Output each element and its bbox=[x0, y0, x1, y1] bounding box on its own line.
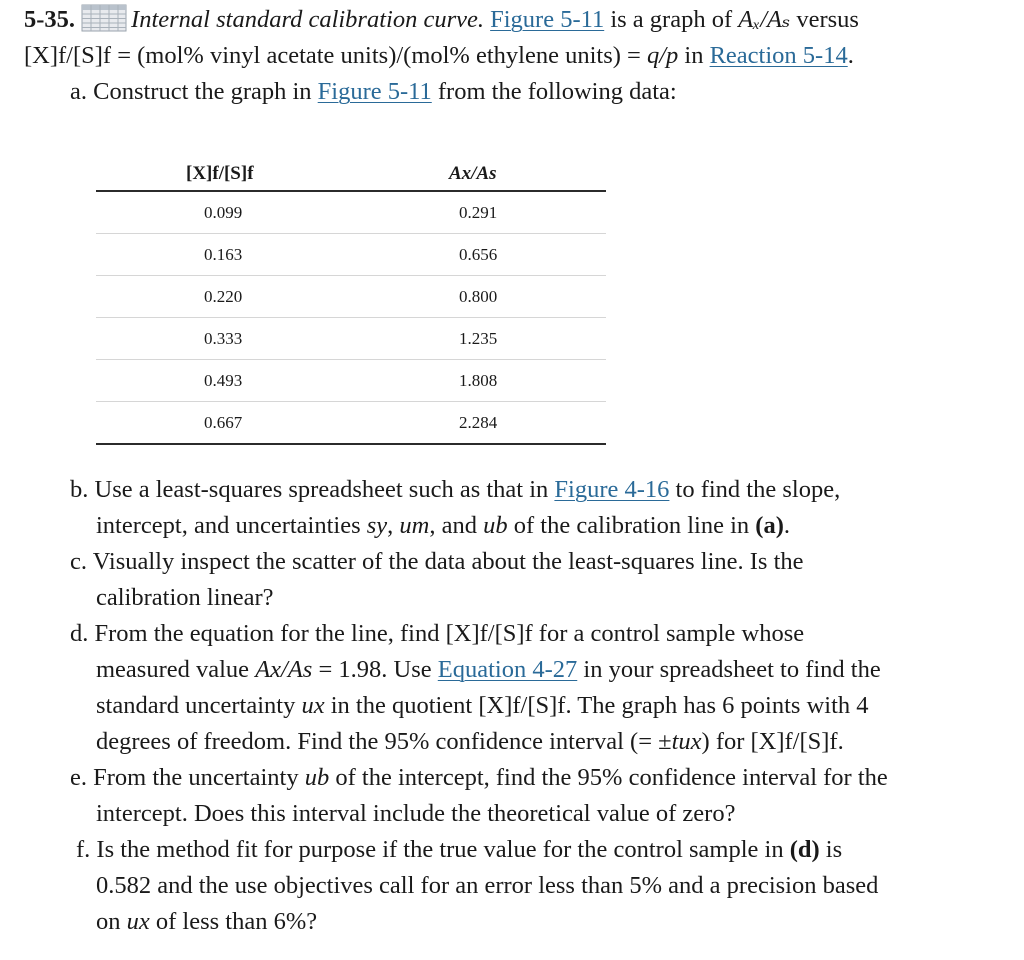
part-c-line-1 bbox=[70, 544, 804, 580]
part-c-line-2 bbox=[96, 580, 274, 616]
part-d-line2-eq: = 1.98. Use bbox=[318, 656, 432, 683]
table-row bbox=[96, 318, 606, 360]
part-f-line1-b: is bbox=[825, 836, 843, 863]
table-row bbox=[96, 276, 606, 318]
sy: sy bbox=[366, 512, 388, 539]
part-f-line3-a: on bbox=[96, 908, 121, 935]
part-d-line1-b: for a control sample whose bbox=[538, 620, 805, 647]
part-d-line3-a: standard uncertainty bbox=[96, 692, 296, 719]
part-d-line-1 bbox=[70, 616, 804, 652]
table-cell-x: 0.163 bbox=[204, 244, 243, 264]
part-c-label: c. bbox=[70, 548, 87, 575]
figure-4-16-link[interactable]: Figure 4-16 bbox=[554, 476, 670, 503]
part-b-text1: Use a least-squares spreadsheet such as that in bbox=[94, 476, 549, 503]
problem-header-line-2 bbox=[24, 38, 854, 74]
table-cell-y: 0.800 bbox=[459, 286, 498, 306]
part-e-line1-a: From the uncertainty bbox=[93, 764, 299, 791]
table-cell-x: 0.667 bbox=[204, 412, 243, 432]
table-header bbox=[96, 158, 606, 192]
part-a-label: a. bbox=[70, 78, 87, 105]
part-b-text2: to find the slope, bbox=[675, 476, 841, 503]
part-a-text-after: from the following data: bbox=[437, 78, 677, 105]
part-a-text: Construct the graph in bbox=[93, 78, 312, 105]
xf-over-sf: [X]f/[S]f bbox=[24, 42, 112, 69]
spreadsheet-icon[interactable] bbox=[81, 4, 127, 32]
table-cell-x: 0.493 bbox=[204, 370, 243, 390]
table-cell-x: 0.220 bbox=[204, 286, 243, 306]
ref-d: (d) bbox=[789, 836, 820, 863]
part-f-line-1 bbox=[76, 832, 842, 868]
part-e-label: e. bbox=[70, 764, 87, 791]
part-b-line2-b: of the calibration line in bbox=[513, 512, 750, 539]
part-c-line2: calibration linear? bbox=[96, 584, 274, 611]
part-d-line1-a: From the equation for the line, find bbox=[94, 620, 440, 647]
period: . bbox=[847, 42, 854, 69]
xf-over-sf: [X]f/[S]f bbox=[750, 728, 838, 755]
col2-header: Ax/As bbox=[449, 163, 497, 184]
q-over-p: q/p bbox=[646, 42, 679, 69]
text-in: in bbox=[684, 42, 704, 69]
data-table bbox=[96, 158, 606, 445]
part-e-line1-b: of the intercept, find the 95% confidence interval for the bbox=[335, 764, 888, 791]
um: um bbox=[399, 512, 430, 539]
figure-5-11-link-a[interactable]: Figure 5-11 bbox=[317, 78, 432, 105]
part-f-label: f. bbox=[76, 836, 91, 863]
part-f-line2: 0.582 and the use objectives call for an error less than 5% and a precision based bbox=[96, 872, 879, 899]
table-row bbox=[96, 360, 606, 402]
problem-number: 5-35. bbox=[24, 6, 76, 33]
ux: ux bbox=[126, 908, 150, 935]
ax-over-as: Aₓ/Aₛ bbox=[738, 6, 791, 33]
period: . bbox=[837, 728, 844, 755]
text-versus: versus bbox=[796, 6, 859, 33]
part-b-line2-a: intercept, and uncertainties bbox=[96, 512, 361, 539]
xf-over-sf: [X]f/[S]f bbox=[478, 692, 566, 719]
table-cell-y: 1.235 bbox=[459, 328, 498, 348]
part-e-line-1 bbox=[70, 760, 888, 796]
part-d-line-2 bbox=[96, 652, 881, 688]
part-b-and: and bbox=[441, 512, 477, 539]
part-a-line bbox=[70, 74, 677, 110]
ref-a: (a) bbox=[755, 512, 784, 539]
part-f-line-2 bbox=[96, 868, 878, 904]
problem-header-line bbox=[24, 2, 859, 38]
equation-4-27-link[interactable]: Equation 4-27 bbox=[437, 656, 578, 683]
part-d-line-4 bbox=[96, 724, 844, 760]
tux: tux bbox=[671, 728, 702, 755]
reaction-5-14-link[interactable]: Reaction 5-14 bbox=[709, 42, 848, 69]
part-d-line3-c: . The graph has 6 points with 4 bbox=[565, 692, 869, 719]
table-cell-y: 1.808 bbox=[459, 370, 498, 390]
table-cell-x: 0.099 bbox=[204, 202, 243, 222]
figure-5-11-link[interactable]: Figure 5-11 bbox=[490, 6, 605, 33]
part-b-line-2: intercept, and uncertainties sy, um, and ub of the calibration line in (a). bbox=[96, 512, 790, 539]
part-d-line4-b: ) for bbox=[701, 728, 745, 755]
part-f-line3-b: of less than 6%? bbox=[155, 908, 318, 935]
table-row bbox=[96, 402, 606, 445]
part-d-label: d. bbox=[70, 620, 89, 647]
part-d-line-3 bbox=[96, 688, 869, 724]
table-cell-x: 0.333 bbox=[204, 328, 243, 348]
part-d-line3-b: in the quotient bbox=[330, 692, 473, 719]
part-c-line1: Visually inspect the scatter of the data about the least-squares line. Is the bbox=[92, 548, 804, 575]
period: . bbox=[783, 512, 790, 539]
table-cell-y: 0.291 bbox=[459, 202, 498, 222]
table-row bbox=[96, 192, 606, 234]
xf-over-sf: [X]f/[S]f bbox=[445, 620, 533, 647]
problem-title: Internal standard calibration curve. bbox=[131, 6, 484, 33]
part-b-line-1 bbox=[70, 472, 840, 508]
text-is-graph-of: is a graph of bbox=[610, 6, 733, 33]
part-f-line1-a: Is the method fit for purpose if the true value for the control sample in bbox=[96, 836, 784, 863]
part-e-line2: intercept. Does this interval include the theoretical value of zero? bbox=[96, 800, 736, 827]
col1-header: [X]f/[S]f bbox=[186, 163, 254, 184]
part-f-line-3 bbox=[96, 904, 317, 940]
part-d-line2-a: measured value bbox=[96, 656, 250, 683]
ux: ux bbox=[301, 692, 325, 719]
table-cell-y: 2.284 bbox=[459, 412, 498, 432]
part-d-line2-b: in your spreadsheet to find the bbox=[583, 656, 881, 683]
part-d-line4-a: degrees of freedom. Find the 95% confidence interval (= ± bbox=[96, 728, 672, 755]
part-e-line-2 bbox=[96, 796, 735, 832]
table-row bbox=[96, 234, 606, 276]
text-eq-units: = (mol% vinyl acetate units)/(mol% ethylene units) = bbox=[117, 42, 641, 69]
ax-over-as: Ax/As bbox=[255, 656, 313, 683]
ub: ub bbox=[483, 512, 508, 539]
table-cell-y: 0.656 bbox=[459, 244, 498, 264]
ub: ub bbox=[304, 764, 330, 791]
part-b-label: b. bbox=[70, 476, 89, 503]
